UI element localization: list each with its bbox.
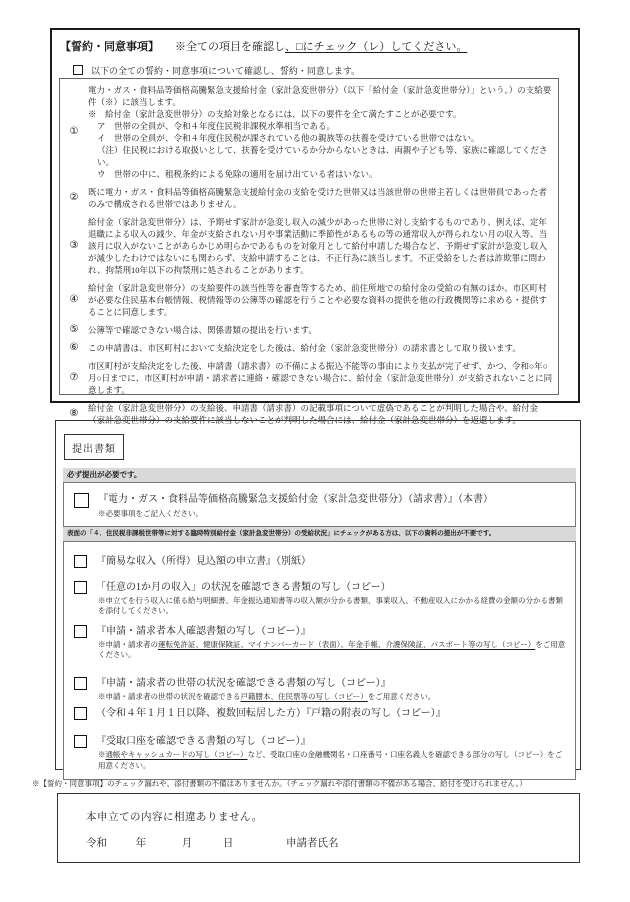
era-label: 令和 [86, 838, 107, 849]
month-label: 月 [181, 838, 193, 849]
footer-reminder: ※【誓約・同意事項】のチェック漏れや、添付書類の不備はありませんか。（チェック漏れや添付書類の不備がある場合、給付を受けられません。） [32, 779, 527, 788]
term-line: 市区町村が支給決定をした後、申請書（請求書）の不備による振込不能等の事由により支払が完了せず、かつ、令和○年○月○日までに、市区町村が申請・請求者に連絡・確認できない場合に、給付金（家計急変世帯分）が支給されないことに同意します。 [88, 361, 553, 395]
term-line: ア 世帯の全員が、令和４年度住民税非課税水準相当である。 [97, 121, 336, 131]
pledge-item-4 [60, 282, 558, 318]
term-line: 既に電力・ガス・食料品等価格高騰緊急支援給付金の支給を受けた世帯又は当該世帯の世帯主若しくは世帯員であった者のみで構成される世帯ではありません。 [88, 187, 547, 209]
term-line: 給付金（家計急変世帯分）の支給要件の該当性等を審査等するため、前住所地での給付金の受給の有無のほか、市区町村が必要な住民基本台帳情報、税情報等の公簿等の確認を行うことや必要な資料の提供を他の行政機関等に求める・提供することに同意します。 [88, 283, 548, 317]
document-title: 『受取口座を確認できる書類の写し（コピー）』 [96, 736, 311, 747]
conditional-documents-box [63, 541, 576, 781]
section-label-box: 提出書類 [64, 434, 124, 460]
year-label: 年 [135, 838, 147, 849]
pledge-item-7 [60, 360, 558, 396]
item-number: ③ [69, 240, 79, 251]
item-number: ⑧ [69, 408, 79, 419]
pledge-title: 【誓約・同意事項】 [60, 41, 159, 53]
item-number: ④ [69, 294, 79, 305]
document-note: ※申請・請求者の世帯の状況を確認できる戸籍謄本、住民票等の写し（コピー）をご用意ください。 [98, 691, 436, 701]
document-checklist-item [74, 676, 569, 703]
required-document-box [63, 482, 576, 527]
pledge-instruction-underlined: 、□にチェック（レ）してください。 [285, 41, 468, 53]
submit-documents-section [55, 420, 581, 770]
document-note: ※通帳やキャッシュカードの写し（コピー）など、受取口座の金融機関名・口座番号・口座名義人を確認できる部分の写し（コピー）をご用意ください。 [98, 750, 563, 770]
pledge-item-1 [60, 84, 558, 180]
document-note: ※申請・請求者の運転免許証、健康保険証、マイナンバーカード（表面）、年金手帳、介護保険証、パスポート等の写し（コピー）をご用意ください。 [98, 639, 566, 659]
required-bar: 必ず提出が必要です。 [63, 468, 576, 482]
item-number: ⑥ [69, 342, 79, 353]
checkbox[interactable] [74, 707, 87, 720]
document-title: （令和４年１月１日以降、複数回転居した方）『戸籍の附表の写し（コピー）』 [96, 708, 446, 719]
term-line: この申請書は、市区町村において支給決定をした後は、給付金（家計急変世帯分）の請求書として取り扱います。 [88, 343, 521, 353]
item-number: ⑤ [69, 324, 79, 335]
checkbox[interactable] [74, 677, 87, 690]
agree-label: 以下の全ての誓約・同意事項について確認し、誓約・同意します。 [91, 66, 361, 76]
pledge-item-6 [60, 342, 558, 354]
pledge-header [60, 38, 570, 54]
document-title: 『簡易な収入（所得）見込額の申立書』（別紙） [96, 555, 311, 567]
pledge-agree-row [73, 64, 578, 77]
document-checklist-item [74, 706, 569, 721]
term-line: 給付金（家計急変世帯分）の支給後、申請書（請求書）の記載事項について虚偽であることが判明した場合や、給付金（家計急変世帯分）の支給要件に該当しないことが判明した場合には、給付金（家計急変世帯分）を返還します。 [88, 403, 539, 425]
agree-checkbox[interactable] [73, 65, 83, 75]
item-number: ① [69, 126, 79, 137]
day-label: 日 [222, 838, 234, 849]
term-line: 電力・ガス・食料品等価格高騰緊急支援給付金（家計急変世帯分）（以下「給付金（家計急変世帯分）」という。）の支給要件（※）に該当します。 [88, 85, 552, 107]
checkbox[interactable] [74, 625, 87, 638]
conditional-bar: 表面の「４．住民税非課税世帯等に対する臨時特別給付金（家計急変世帯分）の受給状況」にチェックがある方は、以下の資料の提出が不要です。 [63, 527, 576, 541]
document-title: 『電力・ガス・食料品等価格高騰緊急支援給付金（家計急変世帯分）（請求書）』（本書） [98, 494, 493, 505]
term-line: 公簿等で確認できない場合は、関係書類の提出を行います。 [88, 325, 317, 335]
document-title: 『申請・請求者本人確認書類の写し（コピー）』 [96, 625, 311, 637]
declaration-statement: 本申立ての内容に相違ありません。 [86, 812, 263, 823]
checkbox[interactable] [74, 581, 87, 594]
term-line: （注）住民税における取扱いとして、扶養を受けているか分からないときは、両親や子ども等、家族に確認してください。 [97, 145, 548, 167]
item-number: ⑦ [69, 372, 79, 383]
document-checklist-item [74, 624, 569, 661]
document-note: ※申立てを行う収入に係る給与明細書、年金振込通知書等の収入額が分かる書類、事業収入、不動産収入にかかる経費の金額の分かる書類を添付してください。 [98, 595, 563, 615]
pledge-item-2 [60, 186, 558, 210]
pledge-item-5 [60, 324, 558, 336]
pledge-section [50, 28, 580, 425]
item-number: ② [69, 192, 79, 203]
checkbox[interactable] [74, 493, 89, 508]
declaration-box [57, 793, 580, 863]
document-checklist-item [74, 554, 569, 569]
term-line: イ 世帯の全員が、令和４年度住民税が課されている他の親族等の扶養を受けている世帯ではない。 [97, 133, 480, 143]
pledge-item-3 [60, 216, 558, 276]
document-note: ※必要事項をご記入ください。 [98, 509, 203, 518]
term-line: ※ 給付金（家計急変世帯分）の支給対象となるには、以下の要件を全て満たすことが必要です。 [88, 109, 462, 119]
checkbox[interactable] [74, 735, 87, 748]
checkbox[interactable] [74, 555, 87, 568]
document-checklist-item [74, 580, 569, 617]
pledge-terms-box [59, 78, 559, 425]
term-line: 給付金（家計急変世帯分）は、予期せず家計が急変し収入の減少があった世帯に対し支給するものであり、例えば、定年退職による収入の減少、年金が支給されない月や事業活動に季節性があるもの等の通常収入が得られない月の収入等、当該月に収入がないことがあらかじめ明らかであるものを対象月として給付申請した場合など、予期せず家計が急変し収入が減少したわけではないにも関わらず、支給申請することは、不正行為に該当します。不正受給をした者は詐欺罪に問われ、拘禁刑10年以下の拘禁刑に処されることがあります。 [88, 217, 548, 275]
pledge-instruction: ※全ての項目を確認し、□にチェック（レ）してください。 [175, 41, 468, 53]
document-title: 「任意の1か月の収入」の状況を確認できる書類の写し（コピー） [96, 581, 391, 593]
document-title: 『申請・請求者の世帯の状況を確認できる書類の写し（コピー）』 [96, 677, 391, 689]
document-checklist-item [74, 734, 569, 771]
declaration-date-row [86, 835, 579, 850]
term-line: ウ 世帯の中に、租税条約による免除の適用を届け出ている者はいない。 [97, 169, 378, 179]
applicant-name-label: 申請者氏名 [286, 838, 339, 849]
